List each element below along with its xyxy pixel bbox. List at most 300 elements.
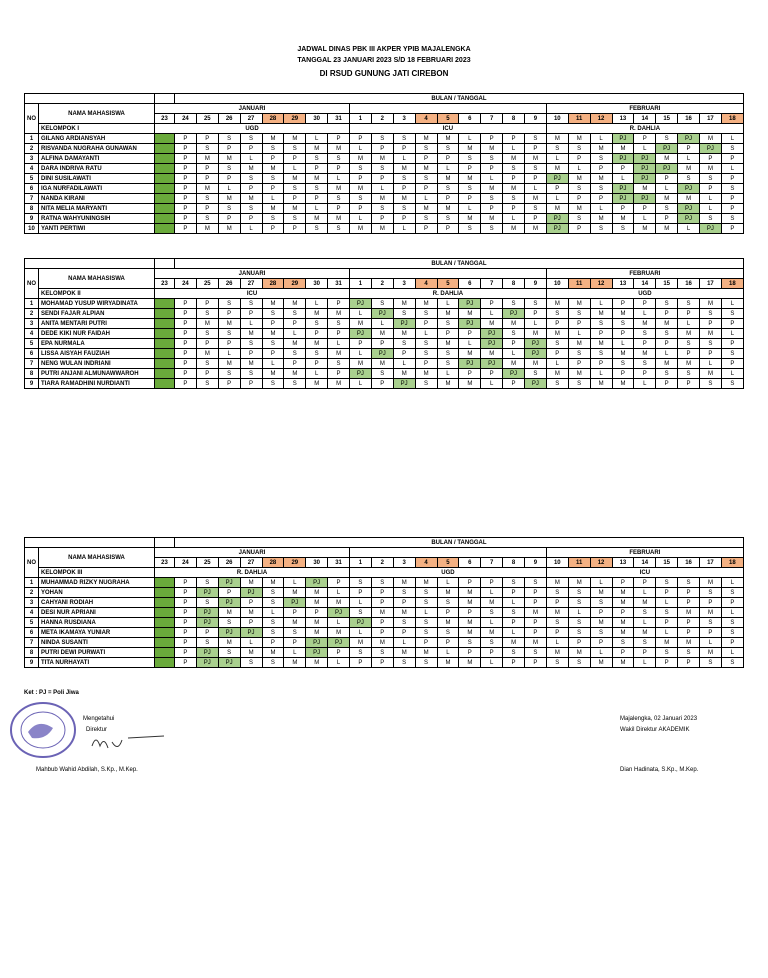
shift-cell: L — [437, 578, 459, 588]
date-cell: 1 — [350, 114, 372, 124]
shift-cell: P — [175, 184, 197, 194]
shift-cell: S — [371, 164, 393, 174]
shift-cell: L — [721, 329, 743, 339]
shift-cell: P — [656, 214, 678, 224]
shift-cell: P — [175, 648, 197, 658]
shift-cell: S — [503, 648, 525, 658]
shift-cell: M — [371, 638, 393, 648]
shift-cell: P — [656, 618, 678, 628]
bulan-tanggal-header: BULAN / TANGGAL — [175, 94, 744, 104]
shift-cell: S — [721, 214, 743, 224]
shift-cell: S — [393, 588, 415, 598]
shift-cell: L — [590, 299, 612, 309]
shift-cell: M — [240, 164, 262, 174]
shift-cell: L — [262, 608, 284, 618]
row-number: 9 — [25, 658, 39, 668]
shift-cell: M — [459, 144, 481, 154]
shift-cell: S — [196, 194, 218, 204]
shift-cell: L — [721, 578, 743, 588]
name-marker — [155, 638, 175, 648]
shift-cell: L — [328, 588, 350, 598]
shift-cell: M — [700, 164, 722, 174]
shift-cell: S — [721, 309, 743, 319]
shift-cell: S — [393, 204, 415, 214]
shift-cell: PJ — [196, 588, 218, 598]
shift-cell: M — [350, 319, 372, 329]
shift-cell: S — [284, 309, 306, 319]
date-cell: 15 — [656, 558, 678, 568]
shift-cell: S — [634, 608, 656, 618]
shift-cell: L — [481, 658, 503, 668]
shift-cell: P — [196, 628, 218, 638]
student-name: NANDA KIRANI — [39, 194, 155, 204]
row-number: 5 — [25, 339, 39, 349]
shift-cell: M — [700, 369, 722, 379]
shift-cell: P — [525, 309, 547, 319]
shift-cell: P — [568, 359, 590, 369]
shift-cell: P — [459, 369, 481, 379]
student-name: IGA NURFADILAWATI — [39, 184, 155, 194]
shift-cell: M — [525, 608, 547, 618]
shift-cell: M — [656, 319, 678, 329]
shift-cell: L — [415, 194, 437, 204]
shift-cell: PJ — [328, 608, 350, 618]
date-cell: 13 — [612, 279, 634, 289]
shift-cell: M — [546, 204, 568, 214]
date-cell: 5 — [437, 558, 459, 568]
shift-cell: M — [700, 329, 722, 339]
shift-cell: P — [612, 204, 634, 214]
shift-cell: P — [218, 339, 240, 349]
shift-cell: S — [568, 144, 590, 154]
header-blank — [25, 259, 155, 269]
table-row — [25, 154, 744, 164]
shift-cell: M — [240, 329, 262, 339]
shift-cell: P — [240, 618, 262, 628]
shift-cell: L — [590, 578, 612, 588]
shift-cell: M — [393, 578, 415, 588]
student-name: TIARA RAMADHINI NURDIANTI — [39, 379, 155, 389]
shift-cell: PJ — [284, 598, 306, 608]
shift-cell: S — [328, 224, 350, 234]
shift-cell: S — [437, 144, 459, 154]
name-marker — [155, 319, 175, 329]
shift-cell: M — [350, 154, 372, 164]
shift-cell: M — [284, 658, 306, 668]
shift-cell: M — [350, 224, 372, 234]
shift-cell: L — [306, 299, 328, 309]
shift-cell: L — [634, 214, 656, 224]
shift-cell: M — [328, 349, 350, 359]
shift-cell: M — [306, 598, 328, 608]
unit-label: UGD — [546, 289, 743, 299]
shift-cell: M — [240, 194, 262, 204]
shift-cell: L — [350, 379, 372, 389]
shift-cell: M — [568, 648, 590, 658]
shift-cell: PJ — [350, 299, 372, 309]
shift-cell: M — [568, 134, 590, 144]
shift-cell: M — [481, 349, 503, 359]
shift-cell: S — [196, 578, 218, 588]
shift-cell: M — [656, 154, 678, 164]
table-row — [25, 379, 744, 389]
shift-cell: P — [371, 598, 393, 608]
shift-cell: PJ — [350, 329, 372, 339]
shift-cell: L — [306, 204, 328, 214]
name-marker — [155, 339, 175, 349]
shift-cell: M — [700, 134, 722, 144]
shift-cell: P — [568, 638, 590, 648]
shift-cell: P — [175, 144, 197, 154]
date-cell: 6 — [459, 558, 481, 568]
date-cell: 6 — [459, 279, 481, 289]
date-cell: 18 — [721, 558, 743, 568]
shift-cell: PJ — [700, 144, 722, 154]
shift-cell: M — [546, 299, 568, 309]
shift-cell: L — [634, 658, 656, 668]
shift-cell: L — [459, 204, 481, 214]
shift-cell: M — [459, 349, 481, 359]
shift-cell: M — [481, 628, 503, 638]
shift-cell: M — [306, 658, 328, 668]
shift-cell: M — [284, 174, 306, 184]
date-cell: 14 — [634, 279, 656, 289]
shift-cell: L — [481, 588, 503, 598]
shift-cell: M — [568, 578, 590, 588]
shift-cell: S — [525, 369, 547, 379]
shift-cell: S — [612, 319, 634, 329]
student-name: YANTI PERTIWI — [39, 224, 155, 234]
shift-cell: P — [656, 174, 678, 184]
shift-cell: P — [721, 339, 743, 349]
shift-cell: S — [546, 339, 568, 349]
shift-cell: L — [218, 184, 240, 194]
shift-cell: P — [262, 184, 284, 194]
shift-cell: L — [240, 638, 262, 648]
shift-cell: PJ — [306, 648, 328, 658]
shift-cell: P — [218, 309, 240, 319]
shift-cell: P — [175, 578, 197, 588]
shift-cell: L — [568, 164, 590, 174]
shift-cell: P — [262, 319, 284, 329]
date-cell: 27 — [240, 114, 262, 124]
shift-cell: P — [415, 184, 437, 194]
shift-cell: P — [678, 379, 700, 389]
shift-cell: S — [415, 618, 437, 628]
shift-cell: P — [371, 214, 393, 224]
shift-cell: PJ — [612, 154, 634, 164]
shift-cell: P — [656, 339, 678, 349]
name-marker — [155, 204, 175, 214]
shift-cell: S — [415, 349, 437, 359]
shift-cell: P — [546, 319, 568, 329]
shift-cell: S — [721, 628, 743, 638]
shift-cell: S — [481, 638, 503, 648]
date-cell: 9 — [525, 558, 547, 568]
shift-cell: P — [481, 204, 503, 214]
date-cell: 17 — [700, 114, 722, 124]
shift-cell: L — [459, 134, 481, 144]
shift-cell: M — [262, 134, 284, 144]
shift-cell: P — [175, 319, 197, 329]
shift-cell: S — [678, 578, 700, 588]
shift-cell: M — [612, 588, 634, 598]
shift-cell: M — [634, 598, 656, 608]
shift-cell: PJ — [196, 608, 218, 618]
table-row — [25, 309, 744, 319]
shift-cell: M — [525, 224, 547, 234]
date-cell: 16 — [678, 114, 700, 124]
shift-cell: M — [525, 154, 547, 164]
shift-cell: L — [525, 319, 547, 329]
shift-cell: S — [590, 184, 612, 194]
shift-cell: S — [503, 578, 525, 588]
month-januari: JANUARI — [155, 269, 350, 279]
shift-cell: S — [568, 628, 590, 638]
shift-cell: L — [721, 164, 743, 174]
shift-cell: S — [196, 598, 218, 608]
date-cell: 26 — [218, 279, 240, 289]
shift-cell: S — [306, 224, 328, 234]
shift-cell: P — [175, 628, 197, 638]
shift-cell: P — [393, 144, 415, 154]
shift-cell: PJ — [218, 578, 240, 588]
shift-cell: S — [393, 618, 415, 628]
unit-label: ICU — [155, 289, 350, 299]
shift-cell: S — [306, 319, 328, 329]
date-cell: 31 — [328, 558, 350, 568]
shift-cell: M — [568, 174, 590, 184]
shift-cell: M — [546, 578, 568, 588]
shift-cell: P — [568, 319, 590, 329]
shift-cell: M — [306, 214, 328, 224]
row-number: 7 — [25, 638, 39, 648]
shift-cell: P — [328, 578, 350, 588]
shift-cell: P — [546, 184, 568, 194]
table-row — [25, 608, 744, 618]
shift-cell: S — [656, 299, 678, 309]
shift-cell: L — [634, 144, 656, 154]
shift-cell: S — [459, 224, 481, 234]
shift-cell: P — [459, 648, 481, 658]
shift-cell: P — [415, 319, 437, 329]
shift-cell: M — [306, 174, 328, 184]
table-row — [25, 628, 744, 638]
shift-cell: P — [546, 598, 568, 608]
shift-cell: S — [437, 359, 459, 369]
shift-cell: S — [546, 618, 568, 628]
shift-cell: M — [612, 628, 634, 638]
shift-cell: M — [415, 578, 437, 588]
shift-cell: P — [678, 618, 700, 628]
shift-cell: S — [218, 299, 240, 309]
shift-cell: L — [721, 608, 743, 618]
shift-cell: S — [634, 329, 656, 339]
student-name: EPA NURMALA — [39, 339, 155, 349]
table-row — [25, 648, 744, 658]
shift-cell: L — [393, 224, 415, 234]
shift-cell: P — [700, 184, 722, 194]
shift-cell: M — [437, 588, 459, 598]
date-cell: 14 — [634, 558, 656, 568]
shift-cell: S — [721, 588, 743, 598]
date-cell: 25 — [196, 558, 218, 568]
month-februari: FEBRUARI — [546, 104, 743, 114]
shift-cell: L — [371, 319, 393, 329]
shift-cell: M — [459, 588, 481, 598]
shift-cell: S — [262, 339, 284, 349]
shift-cell: S — [196, 214, 218, 224]
shift-cell: S — [525, 134, 547, 144]
shift-cell: M — [612, 144, 634, 154]
shift-cell: PJ — [459, 299, 481, 309]
shift-cell: M — [678, 608, 700, 618]
shift-cell: P — [240, 214, 262, 224]
shift-cell: L — [590, 204, 612, 214]
shift-cell: M — [459, 214, 481, 224]
shift-cell: PJ — [546, 214, 568, 224]
date-cell: 26 — [218, 114, 240, 124]
shift-cell: M — [437, 339, 459, 349]
shift-cell: L — [546, 194, 568, 204]
shift-cell: P — [612, 299, 634, 309]
shift-cell: M — [284, 339, 306, 349]
kelompok-label: KELOMPOK II — [39, 289, 155, 299]
shift-cell: P — [284, 359, 306, 369]
shift-cell: P — [371, 174, 393, 184]
shift-cell: P — [175, 204, 197, 214]
nama-mahasiswa-header: NAMA MAHASISWA — [39, 269, 155, 289]
shift-cell: S — [721, 349, 743, 359]
shift-cell: P — [700, 628, 722, 638]
shift-cell: M — [415, 134, 437, 144]
shift-cell: S — [306, 349, 328, 359]
date-cell: 17 — [700, 279, 722, 289]
shift-cell: S — [218, 329, 240, 339]
shift-cell: L — [634, 618, 656, 628]
shift-cell: PJ — [350, 618, 372, 628]
shift-cell: M — [678, 194, 700, 204]
shift-cell: P — [437, 608, 459, 618]
name-marker — [155, 144, 175, 154]
student-name: YOHAN — [39, 588, 155, 598]
shift-cell: S — [218, 164, 240, 174]
shift-cell: PJ — [612, 134, 634, 144]
name-marker — [155, 359, 175, 369]
shift-cell: P — [328, 648, 350, 658]
shift-cell: P — [721, 224, 743, 234]
nama-mahasiswa-header: NAMA MAHASISWA — [39, 104, 155, 124]
shift-cell: P — [590, 194, 612, 204]
student-name: DARA INDRIVA RATU — [39, 164, 155, 174]
shift-cell: L — [328, 658, 350, 668]
shift-cell: P — [678, 588, 700, 598]
shift-cell: S — [350, 648, 372, 658]
shift-cell: M — [306, 618, 328, 628]
schedule-table-kelompok-3 — [24, 537, 744, 668]
shift-cell: S — [546, 588, 568, 598]
date-cell: 13 — [612, 558, 634, 568]
shift-cell: P — [240, 598, 262, 608]
shift-cell: M — [306, 144, 328, 154]
shift-cell: M — [678, 359, 700, 369]
shift-cell: P — [415, 154, 437, 164]
shift-cell: M — [546, 608, 568, 618]
shift-cell: P — [525, 144, 547, 154]
shift-cell: L — [481, 379, 503, 389]
shift-cell: M — [459, 658, 481, 668]
shift-cell: M — [656, 359, 678, 369]
date-cell: 9 — [525, 114, 547, 124]
shift-cell: P — [634, 204, 656, 214]
shift-cell: S — [306, 154, 328, 164]
shift-cell: L — [481, 309, 503, 319]
shift-cell: S — [371, 648, 393, 658]
shift-cell: P — [371, 588, 393, 598]
date-cell: 9 — [525, 279, 547, 289]
shift-cell: M — [415, 164, 437, 174]
shift-cell: S — [437, 184, 459, 194]
name-marker — [155, 134, 175, 144]
table-row — [25, 578, 744, 588]
shift-cell: M — [371, 608, 393, 618]
shift-cell: M — [196, 154, 218, 164]
shift-cell: PJ — [350, 369, 372, 379]
shift-cell: P — [175, 329, 197, 339]
shift-cell: S — [568, 184, 590, 194]
unit-label: ICU — [350, 124, 547, 134]
shift-cell: L — [459, 339, 481, 349]
shift-cell: S — [459, 154, 481, 164]
shift-cell: M — [284, 299, 306, 309]
shift-cell: PJ — [700, 224, 722, 234]
date-cell: 17 — [700, 558, 722, 568]
row-number: 6 — [25, 349, 39, 359]
shift-cell: L — [503, 628, 525, 638]
row-number: 3 — [25, 319, 39, 329]
shift-cell: M — [503, 154, 525, 164]
shift-cell: P — [656, 588, 678, 598]
shift-cell: M — [525, 638, 547, 648]
shift-cell: M — [503, 319, 525, 329]
student-name: NINDA SUSANTI — [39, 638, 155, 648]
shift-cell: P — [721, 359, 743, 369]
shift-cell: M — [262, 329, 284, 339]
shift-cell: M — [568, 204, 590, 214]
student-name: RISVANDA NUGRAHA GUNAWAN — [39, 144, 155, 154]
date-cell: 24 — [175, 558, 197, 568]
shift-cell: P — [678, 598, 700, 608]
shift-cell: S — [393, 309, 415, 319]
shift-cell: S — [437, 628, 459, 638]
shift-cell: P — [634, 369, 656, 379]
student-name: NITA MELIA MARYANTI — [39, 204, 155, 214]
shift-cell: S — [459, 184, 481, 194]
date-cell: 3 — [393, 558, 415, 568]
shift-cell: M — [481, 214, 503, 224]
month-februari: FEBRUARI — [546, 269, 743, 279]
shift-cell: M — [218, 608, 240, 618]
shift-cell: M — [612, 379, 634, 389]
date-cell: 23 — [155, 558, 175, 568]
shift-cell: S — [415, 174, 437, 184]
header-blank — [350, 104, 547, 114]
shift-cell: S — [262, 618, 284, 628]
shift-cell: L — [503, 144, 525, 154]
shift-cell: P — [350, 204, 372, 214]
shift-cell: P — [634, 648, 656, 658]
shift-cell: S — [481, 608, 503, 618]
